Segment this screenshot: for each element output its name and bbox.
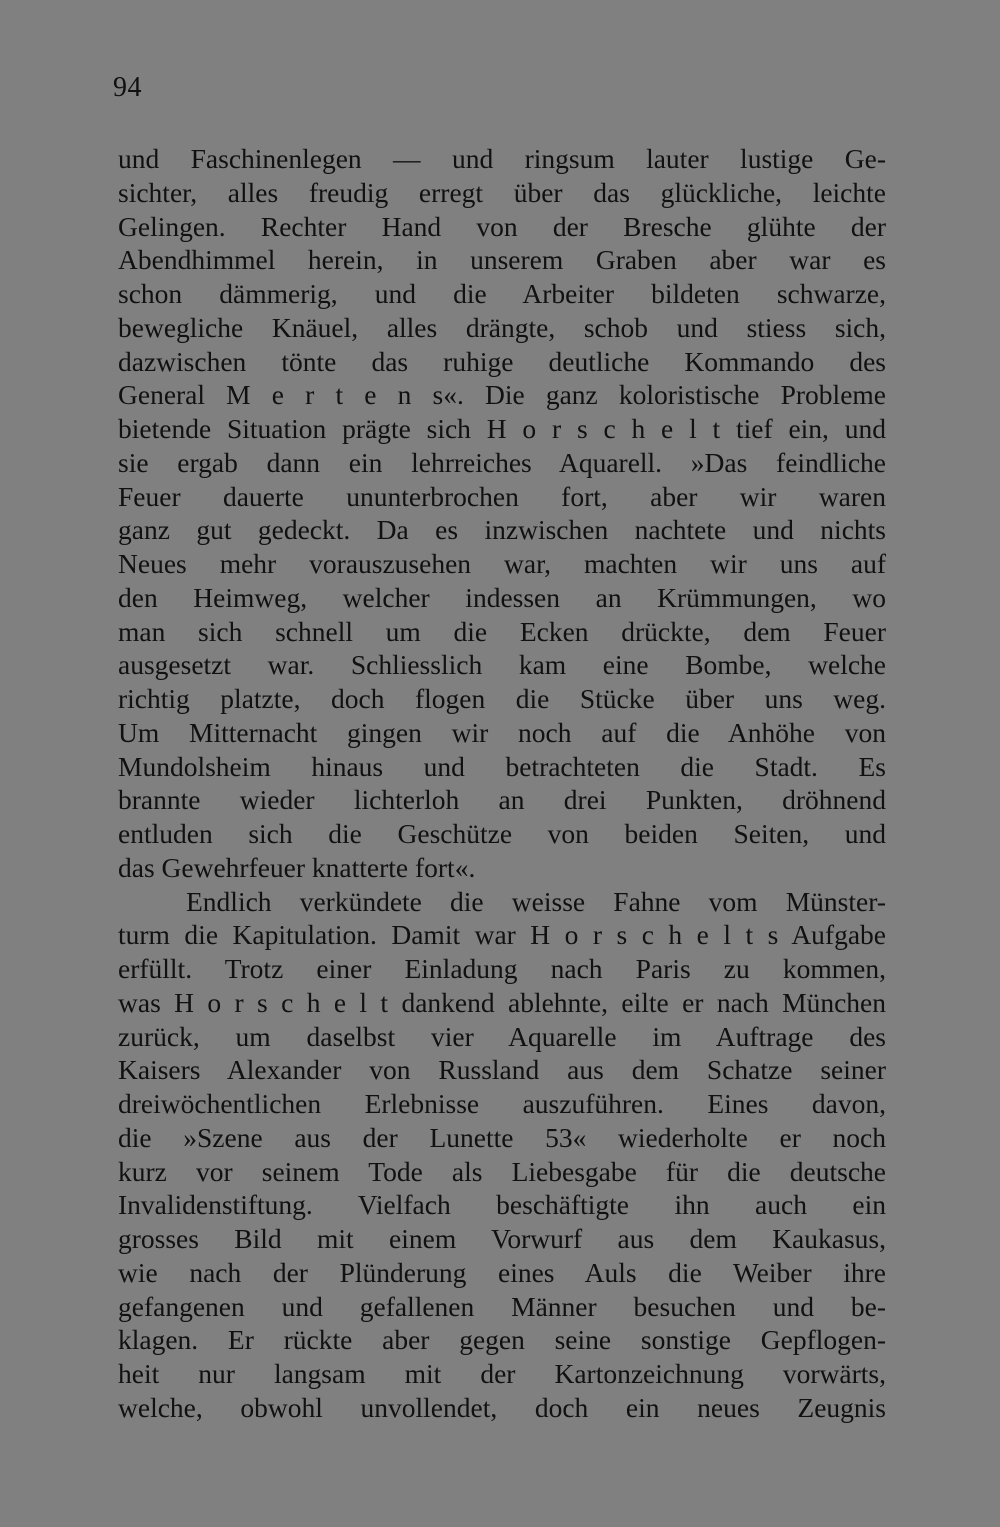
- text-line: man sich schnell um die Ecken drückte, dem Feuer: [118, 615, 886, 647]
- text-line: Feuer dauerte ununterbrochen fort, aber wir waren: [118, 480, 886, 512]
- text-line: Neues mehr vorauszusehen war, machten wir uns auf: [118, 548, 886, 579]
- text-line: schon dämmerig, und die Arbeiter bildeten schwarze,: [118, 278, 886, 309]
- text-line: dazwischen tönte das ruhige deutliche Kommando des: [118, 345, 886, 377]
- text-line: zurück, um daselbst vier Aquarelle im Auftrage des: [118, 1020, 886, 1052]
- text-line: Mundolsheim hinaus und betrachteten die Stadt. Es: [118, 750, 886, 782]
- text-line: sichter, alles freudig erregt über das glückliche, leichte: [118, 176, 886, 208]
- text-line: dreiwöchentlichen Erlebnisse auszuführen. Eines davon,: [118, 1088, 886, 1119]
- text-line: bietende Situation prägte sich H o r s c h e l t tief ein, und: [118, 413, 886, 444]
- body-text: [118, 142, 886, 1425]
- text-line: brannte wieder lichterloh an drei Punkten, dröhnend: [118, 784, 886, 816]
- text-line: richtig platzte, doch flogen die Stücke über uns weg.: [118, 683, 886, 714]
- text-line: ausgesetzt war. Schliesslich kam eine Bombe, welche: [118, 649, 886, 681]
- text-line: wie nach der Plünderung eines Auls die Weiber ihre: [118, 1256, 886, 1288]
- text-line: General M e r t e n s«. Die ganz koloristische Probleme: [118, 379, 886, 411]
- text-line: sie ergab dann ein lehrreiches Aquarell. »Das feindliche: [118, 446, 886, 478]
- text-line: Invalidenstiftung. Vielfach beschäftigte ihn auch ein: [118, 1189, 886, 1221]
- text-line: kurz vor seinem Tode als Liebesgabe für die deutsche: [118, 1155, 886, 1187]
- text-line: Um Mitternacht gingen wir noch auf die Anhöhe von: [118, 716, 886, 748]
- text-line: ganz gut gedeckt. Da es inzwischen nachtete und nichts: [118, 514, 886, 546]
- text-line: Kaisers Alexander von Russland aus dem Schatze seiner: [118, 1054, 886, 1086]
- text-line: grosses Bild mit einem Vorwurf aus dem Kaukasus,: [118, 1223, 886, 1254]
- page-number: 94: [113, 72, 142, 103]
- text-line: das Gewehrfeuer knatterte fort«.: [118, 851, 476, 883]
- text-line: Gelingen. Rechter Hand von der Bresche glühte der: [118, 210, 886, 242]
- text-line: turm die Kapitulation. Damit war H o r s c h e l t s Aufgabe: [118, 919, 886, 951]
- text-line: bewegliche Knäuel, alles drängte, schob und stiess sich,: [118, 311, 886, 343]
- text-line: die »Szene aus der Lunette 53« wiederholte er noch: [118, 1121, 886, 1153]
- text-line: Endlich verkündete die weisse Fahne vom Münster-: [186, 885, 886, 917]
- text-line: entluden sich die Geschütze von beiden Seiten, und: [118, 818, 886, 849]
- text-line: klagen. Er rückte aber gegen seine sonstige Gepflogen-: [118, 1324, 886, 1356]
- text-line: den Heimweg, welcher indessen an Krümmungen, wo: [118, 581, 886, 613]
- text-line: Abendhimmel herein, in unserem Graben aber war es: [118, 244, 886, 276]
- text-line: erfüllt. Trotz einer Einladung nach Paris zu kommen,: [118, 953, 886, 984]
- text-line: was H o r s c h e l t dankend ablehnte, eilte er nach München: [118, 986, 886, 1018]
- text-line: gefangenen und gefallenen Männer besuchen und be-: [118, 1290, 886, 1322]
- text-line: heit nur langsam mit der Kartonzeichnung vorwärts,: [118, 1358, 886, 1389]
- text-line: welche, obwohl unvollendet, doch ein neues Zeugnis: [118, 1391, 886, 1423]
- text-line: und Faschinenlegen — und ringsum lauter lustige Ge-: [118, 143, 886, 174]
